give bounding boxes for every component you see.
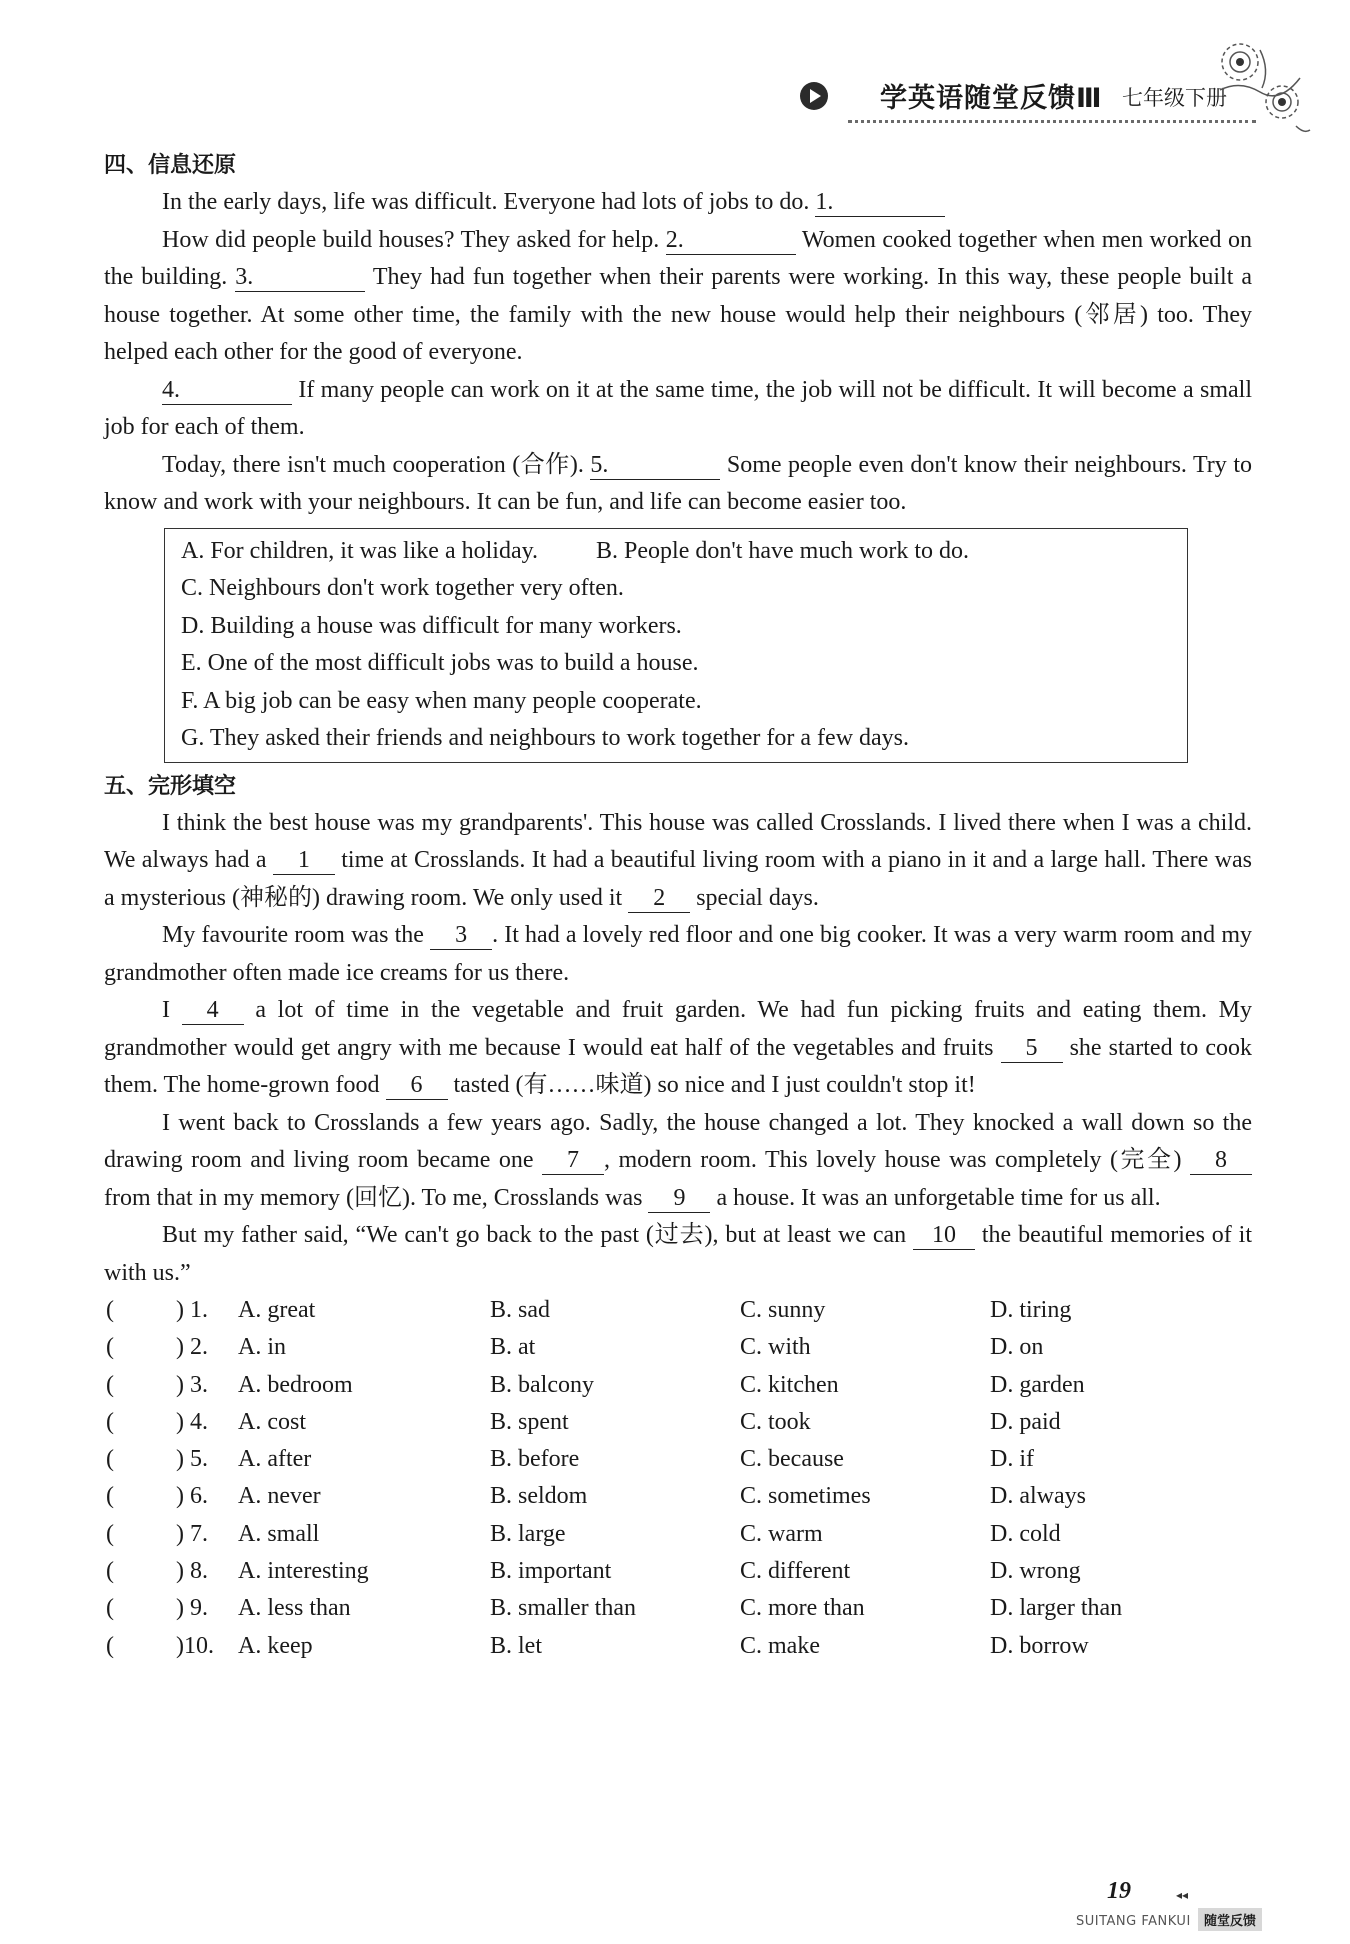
section-title-info-restore: 四、信息还原 (104, 153, 237, 178)
passage-text: If many people can work on it at the same time, the job will not be difficult. It will become a small job for each of them. (104, 376, 1252, 440)
choice-c[interactable]: C. kitchen (740, 1371, 839, 1398)
series-title: 学英语随堂反馈Ⅲ (880, 83, 1103, 114)
passage-text: In the early days, life was difficult. Everyone had lots of jobs to do. (162, 189, 816, 215)
choice-a[interactable]: A. less than (238, 1595, 351, 1622)
answer-bracket[interactable]: ( (106, 1446, 114, 1473)
answer-blank-3[interactable]: 3. (235, 263, 365, 292)
passage-text: Women cooked together when men worked on the building. (104, 226, 1253, 290)
answer-bracket[interactable]: ( (106, 1632, 114, 1659)
question-row (104, 1441, 1252, 1478)
question-number: )10. (176, 1632, 214, 1659)
option-row (181, 533, 1171, 571)
choice-a[interactable]: A. great (238, 1297, 316, 1323)
choice-c[interactable]: C. sunny (740, 1297, 826, 1323)
choice-a[interactable]: A. cost (238, 1408, 306, 1435)
choice-b[interactable]: B. before (490, 1446, 580, 1473)
series-subtitle: 七年级下册 (1122, 86, 1227, 110)
header-divider (848, 120, 1256, 123)
choice-d[interactable]: D. tiring (990, 1297, 1072, 1323)
choice-d[interactable]: D. larger than (990, 1595, 1123, 1622)
cloze-text: from that in my memory (回忆). To me, Crosslands was (104, 1184, 649, 1211)
footer-brand: SUITANG FANKUI (1076, 1914, 1191, 1929)
choice-c[interactable]: C. different (740, 1558, 851, 1585)
choice-b[interactable]: B. sad (490, 1297, 550, 1323)
choice-c[interactable]: C. took (740, 1408, 811, 1435)
cloze-paragraph (104, 805, 1252, 918)
choice-c[interactable]: C. warm (740, 1520, 823, 1547)
cloze-blank-3[interactable]: 3 (430, 921, 492, 950)
option-e: E. One of the most difficult jobs was to build a house. (181, 650, 699, 676)
cloze-text: a house. It was an unforgetable time for us all. (710, 1184, 1161, 1211)
question-row (104, 1329, 1252, 1366)
cloze-text: the beautiful memories of it with us.” (104, 1222, 1252, 1286)
cloze-text: My favourite room was the (162, 922, 431, 948)
cloze-text: time at Crosslands. It had a beautiful living room with a piano in it and a large hall. There was a mysterious (神秘的) drawing room. We only used it (104, 847, 1252, 911)
question-number: ) 4. (176, 1408, 208, 1435)
option-f: F. A big job can be easy when many people cooperate. (181, 687, 702, 714)
cloze-blank-5[interactable]: 5 (1001, 1034, 1063, 1063)
flower-ornament-icon (1200, 30, 1320, 150)
question-number: ) 5. (176, 1446, 208, 1473)
cloze-text: she started to cook them. The home-grown food (104, 1034, 1252, 1098)
options-box (164, 528, 1188, 763)
answer-blank-4[interactable]: 4. (162, 376, 292, 405)
passage-paragraph (104, 184, 1252, 222)
page-number: 19 (1107, 1878, 1131, 1904)
option-d: D. Building a house was difficult for many workers. (181, 612, 682, 639)
choice-d[interactable]: D. on (990, 1334, 1044, 1361)
choice-d[interactable]: D. always (990, 1483, 1086, 1510)
answer-bracket[interactable]: ( (106, 1371, 114, 1398)
choice-b[interactable]: B. seldom (490, 1483, 588, 1510)
choice-c[interactable]: C. more than (740, 1595, 865, 1622)
choice-d[interactable]: D. wrong (990, 1558, 1081, 1585)
passage-text: Some people even don't know their neighbours. Try to know and work with your neighbours. It can be fun, and life can become easier too. (104, 451, 1252, 515)
page-header (0, 0, 1350, 140)
cloze-blank-4[interactable]: 4 (182, 996, 244, 1025)
question-row (104, 1367, 1252, 1404)
choice-a[interactable]: A. never (238, 1483, 321, 1510)
choice-b[interactable]: B. smaller than (490, 1595, 636, 1622)
cloze-text: tasted (有……味道) so nice and I just couldn't stop it! (447, 1072, 976, 1098)
arrow-left-icon: ◂◂ (1176, 1888, 1189, 1902)
choice-d[interactable]: D. borrow (990, 1632, 1089, 1659)
choice-a[interactable]: A. bedroom (238, 1371, 353, 1398)
choice-a[interactable]: A. keep (238, 1632, 313, 1659)
choice-a[interactable]: A. after (238, 1446, 312, 1473)
question-number: ) 3. (176, 1371, 208, 1398)
choice-b[interactable]: B. balcony (490, 1371, 594, 1398)
answer-bracket[interactable]: ( (106, 1558, 114, 1585)
choice-a[interactable]: A. interesting (238, 1558, 369, 1585)
cloze-text: special days. (690, 884, 819, 911)
question-row (104, 1478, 1252, 1515)
choice-c[interactable]: C. sometimes (740, 1483, 871, 1510)
cloze-text: . It had a lovely red floor and one big cooker. It was a very warm room and my grandmother often made ice creams for us there. (104, 922, 1252, 986)
question-row (104, 1553, 1252, 1590)
choice-d[interactable]: D. if (990, 1446, 1034, 1473)
question-row (104, 1590, 1252, 1627)
question-row (104, 1516, 1252, 1553)
answer-blank-1[interactable]: 1. (815, 188, 945, 217)
option-a: A. For children, it was like a holiday. (181, 537, 539, 564)
cloze-paragraph (104, 1105, 1252, 1218)
choice-d[interactable]: D. garden (990, 1371, 1085, 1398)
choice-c[interactable]: C. with (740, 1334, 811, 1361)
question-number: ) 7. (176, 1520, 208, 1547)
cloze-blank-7[interactable]: 7 (542, 1146, 604, 1175)
question-number: ) 6. (176, 1483, 208, 1510)
question-number: ) 8. (176, 1558, 208, 1585)
option-b: B. People don't have much work to do. (596, 537, 969, 564)
cloze-text: I (162, 997, 182, 1023)
passage-paragraph (104, 447, 1252, 522)
answer-blank-5[interactable]: 5. (590, 451, 720, 480)
cloze-blank-1[interactable]: 1 (273, 846, 335, 875)
answer-bracket[interactable]: ( (106, 1408, 114, 1435)
cloze-paragraph (104, 1217, 1252, 1292)
choice-a[interactable]: A. in (238, 1334, 286, 1361)
cloze-text: , modern room. This lovely house was completely (完全) (603, 1147, 1190, 1173)
cloze-blank-8[interactable]: 8 (1190, 1146, 1252, 1175)
question-number: ) 9. (176, 1595, 208, 1622)
answer-bracket[interactable]: ( (106, 1483, 114, 1510)
choice-b[interactable]: B. at (490, 1334, 536, 1361)
option-g: G. They asked their friends and neighbours to work together for a few days. (181, 725, 910, 751)
cloze-text: I think the best house was my grandparents'. This house was called Crosslands. I lived there when I was a child. We always had a (104, 809, 1252, 873)
cloze-text: I went back to Crosslands a few years ago. Sadly, the house changed a lot. They knocked a wall down so the drawing room and living room became one (104, 1109, 1252, 1173)
choice-b[interactable]: B. large (490, 1520, 566, 1547)
answer-bracket[interactable]: ( (106, 1595, 114, 1622)
passage-paragraph (104, 222, 1252, 372)
option-c: C. Neighbours don't work together very often. (181, 575, 624, 601)
section-title-cloze: 五、完形填空 (104, 773, 237, 799)
passage-text: Today, there isn't much cooperation (合作). (162, 451, 591, 478)
passage-text: They had fun together when their parents were working. In this way, these people built a house together. At some other time, the family with the new house would help their neighbours (邻居) too. They helped each other for the good of everyone. (104, 264, 1252, 365)
answer-bracket[interactable]: ( (106, 1297, 114, 1323)
answer-bracket[interactable]: ( (106, 1520, 114, 1547)
passage-paragraph (104, 372, 1252, 447)
question-row (104, 1628, 1252, 1665)
question-list (104, 1292, 1252, 1665)
question-row (104, 1404, 1252, 1441)
cloze-paragraph (104, 917, 1252, 992)
choice-c[interactable]: C. make (740, 1632, 820, 1659)
cloze-blank-6[interactable]: 6 (386, 1071, 448, 1100)
play-icon (800, 82, 828, 110)
choice-b[interactable]: B. important (490, 1558, 612, 1585)
answer-bracket[interactable]: ( (106, 1334, 114, 1361)
question-number: ) 2. (176, 1334, 208, 1361)
question-row (104, 1292, 1252, 1329)
passage-text: How did people build houses? They asked for help. (162, 226, 666, 253)
cloze-blank-2[interactable]: 2 (628, 884, 690, 913)
choice-c[interactable]: C. because (740, 1446, 844, 1473)
choice-d[interactable]: D. paid (990, 1408, 1061, 1435)
question-number: ) 1. (176, 1297, 208, 1323)
choice-b[interactable]: B. spent (490, 1408, 569, 1435)
cloze-paragraph (104, 992, 1252, 1105)
footer-badge: 随堂反馈 (1198, 1908, 1262, 1931)
cloze-blank-10[interactable]: 10 (913, 1221, 975, 1250)
cloze-blank-9[interactable]: 9 (648, 1184, 710, 1213)
worksheet-content (104, 148, 1252, 1665)
choice-b[interactable]: B. let (490, 1632, 542, 1659)
cloze-text: a lot of time in the vegetable and fruit garden. We had fun picking fruits and eating them. My grandmother would get angry with me because I would eat half of the vegetables and fruits (104, 997, 1253, 1061)
cloze-text: But my father said, “We can't go back to the past (过去), but at least we can (162, 1222, 914, 1248)
choice-d[interactable]: D. cold (990, 1520, 1061, 1547)
answer-blank-2[interactable]: 2. (666, 226, 796, 255)
choice-a[interactable]: A. small (238, 1520, 320, 1547)
